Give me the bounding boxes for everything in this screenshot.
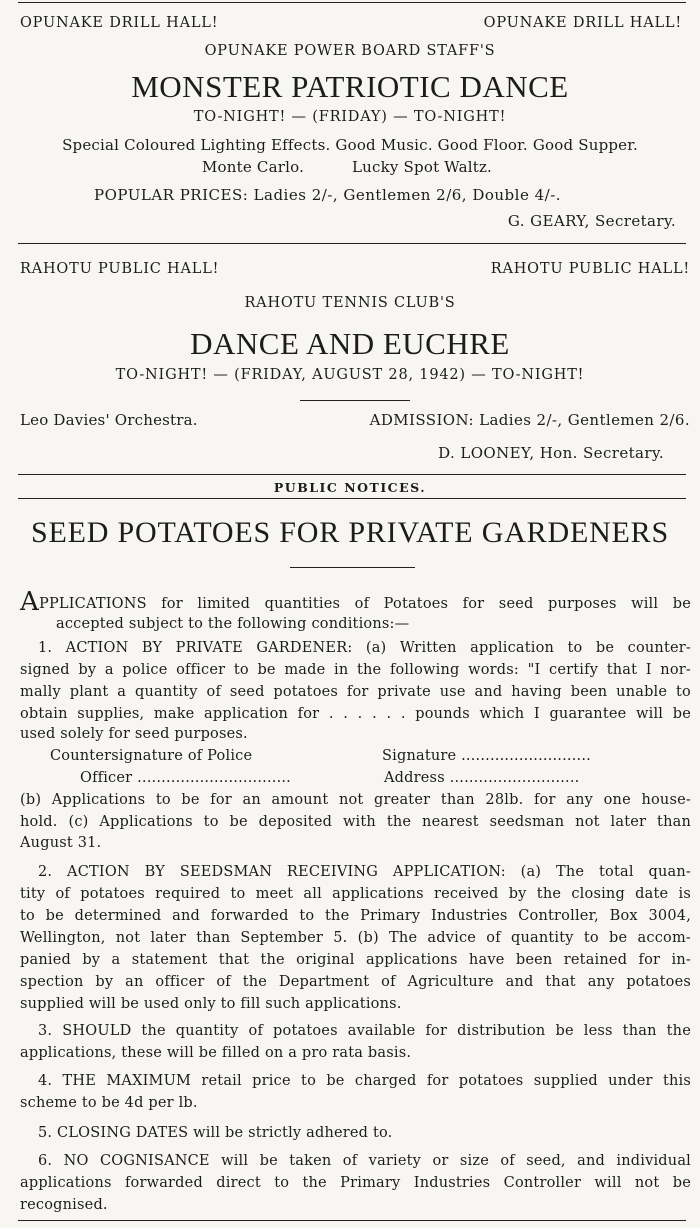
ad1-secretary: G. GEARY, Secretary. bbox=[507, 212, 676, 230]
p2-line: to be determined and forwarded to the Primary Industries Controller, Box 3004, bbox=[20, 908, 691, 924]
bottom-rule bbox=[18, 1220, 686, 1221]
ad1-title: MONSTER PATRIOTIC DANCE bbox=[131, 69, 569, 104]
ad1-bottom-rule bbox=[18, 243, 686, 244]
ad2-bottom-rule bbox=[18, 474, 686, 475]
p2-line: spection by an officer of the Department of Agriculture and that any potatoes bbox=[20, 974, 691, 990]
ad1-header-right: OPUNAKE DRILL HALL! bbox=[483, 15, 682, 31]
p4-line: scheme to be 4d per lb. bbox=[20, 1095, 198, 1111]
ad2-header-left: RAHOTU PUBLIC HALL! bbox=[20, 261, 220, 277]
p1-line: obtain supplies, make application for . . . . . . pounds which I guarantee will be bbox=[20, 706, 691, 722]
p6-line: applications forwarded direct to the Primary Industries Controller will not be bbox=[20, 1175, 691, 1191]
p2-line: 2. ACTION BY SEEDSMAN RECEIVING APPLICATION: (a) The total quan- bbox=[38, 864, 691, 880]
ad1-organizer: OPUNAKE POWER BOARD STAFF'S bbox=[204, 43, 496, 59]
ad2-secretary: D. LOONEY, Hon. Secretary. bbox=[438, 444, 664, 462]
ad1-features-monte-carlo: Monte Carlo. bbox=[202, 158, 305, 176]
p5-line: 5. CLOSING DATES will be strictly adhered to. bbox=[38, 1125, 393, 1141]
ad2-short-rule bbox=[300, 400, 410, 401]
form-officer-line: Officer ................................ bbox=[80, 770, 291, 786]
intro-line-2: accepted subject to the following conditions:— bbox=[56, 616, 410, 632]
p3-line: applications, these will be filled on a pro rata basis. bbox=[20, 1045, 412, 1061]
p1b-line: hold. (c) Applications to be deposited with the nearest seedsman not later than bbox=[20, 814, 691, 830]
p2-line: Wellington, not later than September 5. (b) The advice of quantity to be accom- bbox=[20, 930, 691, 946]
form-countersignature-label: Countersignature of Police bbox=[50, 748, 253, 764]
p1-line: used solely for seed purposes. bbox=[20, 726, 248, 742]
notice-title-rule bbox=[290, 567, 415, 568]
ad1-features-line-1: Special Coloured Lighting Effects. Good Music. Good Floor. Good Supper. bbox=[62, 136, 638, 154]
section-rule bbox=[18, 498, 686, 499]
ad1-prices: POPULAR PRICES: Ladies 2/-, Gentlemen 2/6, Double 4/-. bbox=[94, 186, 562, 204]
p4-line: 4. THE MAXIMUM retail price to be charged for potatoes supplied under this bbox=[38, 1073, 691, 1089]
ad2-admission: ADMISSION: Ladies 2/-, Gentlemen 2/6. bbox=[369, 411, 690, 429]
notice-title: SEED POTATOES FOR PRIVATE GARDENERS bbox=[31, 516, 669, 549]
p1-line: signed by a police officer to be made in the following words: "I certify that I nor- bbox=[20, 662, 691, 678]
p2-line: panied by a statement that the original applications have been retained for in- bbox=[20, 952, 691, 968]
ad2-orchestra: Leo Davies' Orchestra. bbox=[20, 411, 198, 429]
top-rule bbox=[18, 2, 686, 3]
p1b-line: August 31. bbox=[20, 835, 102, 851]
ad1-features-lucky-spot: Lucky Spot Waltz. bbox=[352, 158, 493, 176]
p3-line: 3. SHOULD the quantity of potatoes available for distribution be less than the bbox=[38, 1023, 691, 1039]
form-address-line: Address ........................... bbox=[384, 770, 580, 786]
ad2-when: TO-NIGHT! — (FRIDAY, AUGUST 28, 1942) — TO-NIGHT! bbox=[115, 367, 585, 383]
ad1-when: TO-NIGHT! — (FRIDAY) — TO-NIGHT! bbox=[193, 109, 507, 125]
ad1-header-left: OPUNAKE DRILL HALL! bbox=[20, 15, 219, 31]
p6-line: recognised. bbox=[20, 1197, 108, 1213]
intro-line-1 bbox=[20, 587, 691, 617]
drop-cap: A bbox=[20, 587, 39, 617]
p2-line: supplied will be used only to fill such applications. bbox=[20, 996, 402, 1012]
section-label: PUBLIC NOTICES. bbox=[273, 480, 427, 495]
p2-line: tity of potatoes required to meet all applications received by the closing date is bbox=[20, 886, 691, 902]
p6-line: 6. NO COGNISANCE will be taken of variety or size of seed, and individual bbox=[38, 1153, 691, 1169]
p1b-line: (b) Applications to be for an amount not greater than 28lb. for any one house- bbox=[20, 792, 691, 808]
ad2-organizer: RAHOTU TENNIS CLUB'S bbox=[244, 295, 456, 311]
ad2-title: DANCE AND EUCHRE bbox=[190, 326, 510, 361]
p1-line: mally plant a quantity of seed potatoes for private use and having been unable to bbox=[20, 684, 691, 700]
intro-text-1: PPLICATIONS for limited quantities of Potatoes for seed purposes will be bbox=[38, 596, 691, 612]
form-signature-line: Signature ........................... bbox=[382, 748, 591, 764]
p1-line: 1. ACTION BY PRIVATE GARDENER: (a) Written application to be counter- bbox=[38, 640, 691, 656]
ad2-header-right: RAHOTU PUBLIC HALL! bbox=[490, 261, 690, 277]
